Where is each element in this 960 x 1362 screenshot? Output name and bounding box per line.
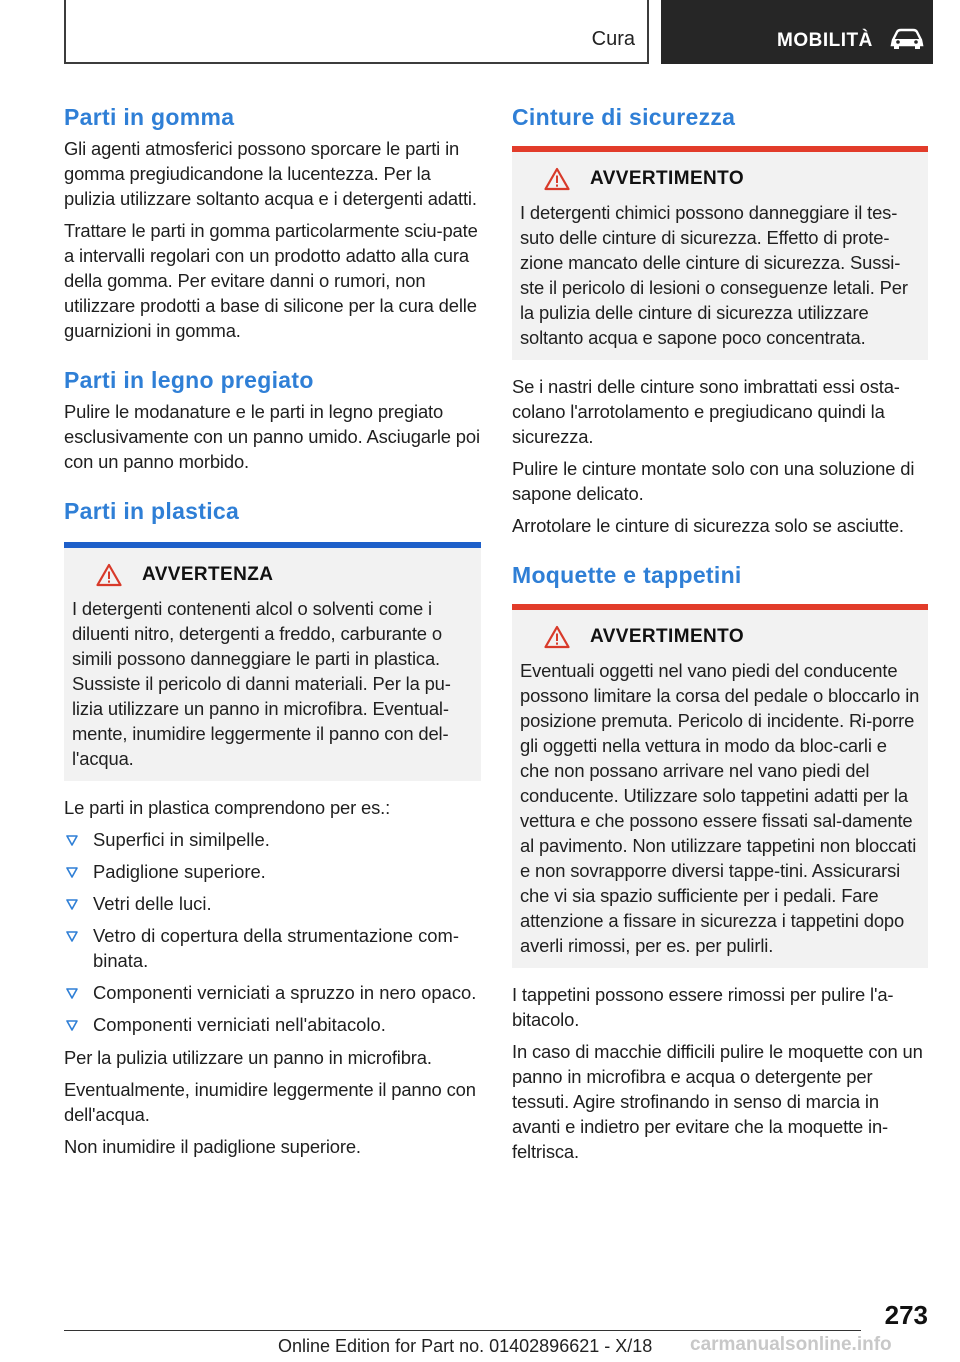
paragraph: Non inumidire il padiglione superiore. xyxy=(64,1136,361,1157)
notice-title: AVVERTENZA xyxy=(142,564,274,585)
paragraph: Gli agenti atmosferici possono sporcare le parti in gomma pregiudicandone la lucentezza. Per la pulizia utilizzare soltanto acqua e i detergenti adatti. xyxy=(64,138,477,209)
paragraph: Per la pulizia utilizzare un panno in microfibra. xyxy=(64,1047,432,1068)
heading-parti-gomma: Parti in gomma xyxy=(64,104,235,130)
car-icon xyxy=(889,28,925,50)
paragraph: Trattare le parti in gomma particolarmente sciu-pate a intervalli regolari con un prodotto adatto alla cura della gomma. Per evitare danni o rumori, non utilizzare prodotti a base di silicone per la cura delle guarnizioni in gomma. xyxy=(64,220,478,341)
header-chapter-box xyxy=(661,0,933,64)
triangle-bullet-icon xyxy=(66,899,78,910)
triangle-bullet-icon xyxy=(66,867,78,878)
paragraph: Arrotolare le cinture di sicurezza solo se asciutte. xyxy=(512,515,904,536)
triangle-bullet-icon xyxy=(66,835,78,846)
footer-divider xyxy=(64,1330,861,1331)
paragraph: In caso di macchie difficili pulire le moquette con un panno in microfibra e acqua o detergente per tessuti. Agire strofinando in senso di marcia in avanti e indietro per evitare che la moquette in-feltrisca. xyxy=(512,1041,923,1162)
triangle-bullet-icon xyxy=(66,931,78,942)
warning-title: AVVERTIMENTO xyxy=(590,168,744,189)
paragraph: Eventualmente, inumidire leggermente il panno con dell'acqua. xyxy=(64,1079,476,1125)
warning-text: I detergenti chimici possono danneggiare il tes-suto delle cinture di sicurezza. Effetto di prote-zione mancato delle cinture di sicurezza. Sussi-ste il pericolo di lesioni o conseguenze letali. Per la pulizia delle cinture di sicurezza utilizzare soltanto acqua e sapone poco concentrata. xyxy=(520,202,908,348)
left-column xyxy=(64,102,481,1166)
warning-box xyxy=(512,146,928,360)
header-section-label: Cura xyxy=(591,28,635,50)
list-item: Padiglione superiore. xyxy=(64,859,481,884)
footer-edition: Online Edition for Part no. 01402896621 - X/18 xyxy=(278,1336,653,1356)
warning-title: AVVERTIMENTO xyxy=(590,626,744,647)
list-item: Vetri delle luci. xyxy=(64,891,481,916)
paragraph: Pulire le modanature e le parti in legno pregiato esclusivamente con un panno umido. Asciugarle poi con un panno morbido. xyxy=(64,401,480,472)
paragraph: Le parti in plastica comprendono per es.: xyxy=(64,797,391,818)
paragraph: Se i nastri delle cinture sono imbrattati essi osta-colano l'arrotolamento e pregiudicano quindi la sicurezza. xyxy=(512,376,900,447)
notice-box xyxy=(64,542,481,781)
heading-parti-legno: Parti in legno pregiato xyxy=(64,367,314,393)
warning-triangle-icon xyxy=(94,561,124,589)
triangle-bullet-icon xyxy=(66,988,78,999)
heading-moquette-tappetini: Moquette e tappetini xyxy=(512,562,742,588)
list-item: Componenti verniciati a spruzzo in nero opaco. xyxy=(64,980,481,1005)
list-item: Componenti verniciati nell'abitacolo. xyxy=(64,1012,481,1037)
right-column xyxy=(512,102,928,1171)
header-section-box xyxy=(64,0,649,64)
warning-triangle-icon xyxy=(542,165,572,193)
list-item: Vetro di copertura della strumentazione com-binata. xyxy=(64,923,481,973)
warning-triangle-icon xyxy=(542,623,572,651)
paragraph: Pulire le cinture montate solo con una soluzione di sapone delicato. xyxy=(512,458,915,504)
warning-text: Eventuali oggetti nel vano piedi del conducente possono limitare la corsa del pedale o bloccarlo in posizione premuta. Pericolo di incidente. Ri-porre gli oggetti nella vettura in modo da bloc-carli e che non possano arrivare nel vano piedi del conducente. Utilizzare solo tappetini adatti per la vettura e che possono essere fissati sal-damente al pavimento. Non utilizzare tappetini non bloccati e non sovrapporre diversi tappe-tini. Assicurarsi che vi sia spazio sufficiente per i pedali. Fare attenzione a fissare in sicurezza i tappetini dopo averli rimossi, per es. per pulirli. xyxy=(520,660,920,956)
warning-box xyxy=(512,604,928,968)
triangle-bullet-icon xyxy=(66,1020,78,1031)
plastic-parts-list xyxy=(64,827,481,1037)
watermark: carmanualsonline.info xyxy=(690,1334,892,1355)
page-number: 273 xyxy=(884,1300,928,1330)
heading-cinture-sicurezza: Cinture di sicurezza xyxy=(512,104,736,130)
paragraph: I tappetini possono essere rimossi per pulire l'a-bitacolo. xyxy=(512,984,894,1030)
notice-text: I detergenti contenenti alcol o solventi come i diluenti nitro, detergenti a freddo, carburante o simili possono danneggiare le parti in plastica. Sussiste il pericolo di danni materiali. Per la pu-lizia utilizzare un panno in microfibra. Eventual-mente, inumidire leggermente il panno con del-l'acqua. xyxy=(72,598,451,769)
header-chapter-label: MOBILITÀ xyxy=(777,30,873,51)
list-item: Superfici in similpelle. xyxy=(64,827,481,852)
heading-parti-plastica: Parti in plastica xyxy=(64,498,240,524)
